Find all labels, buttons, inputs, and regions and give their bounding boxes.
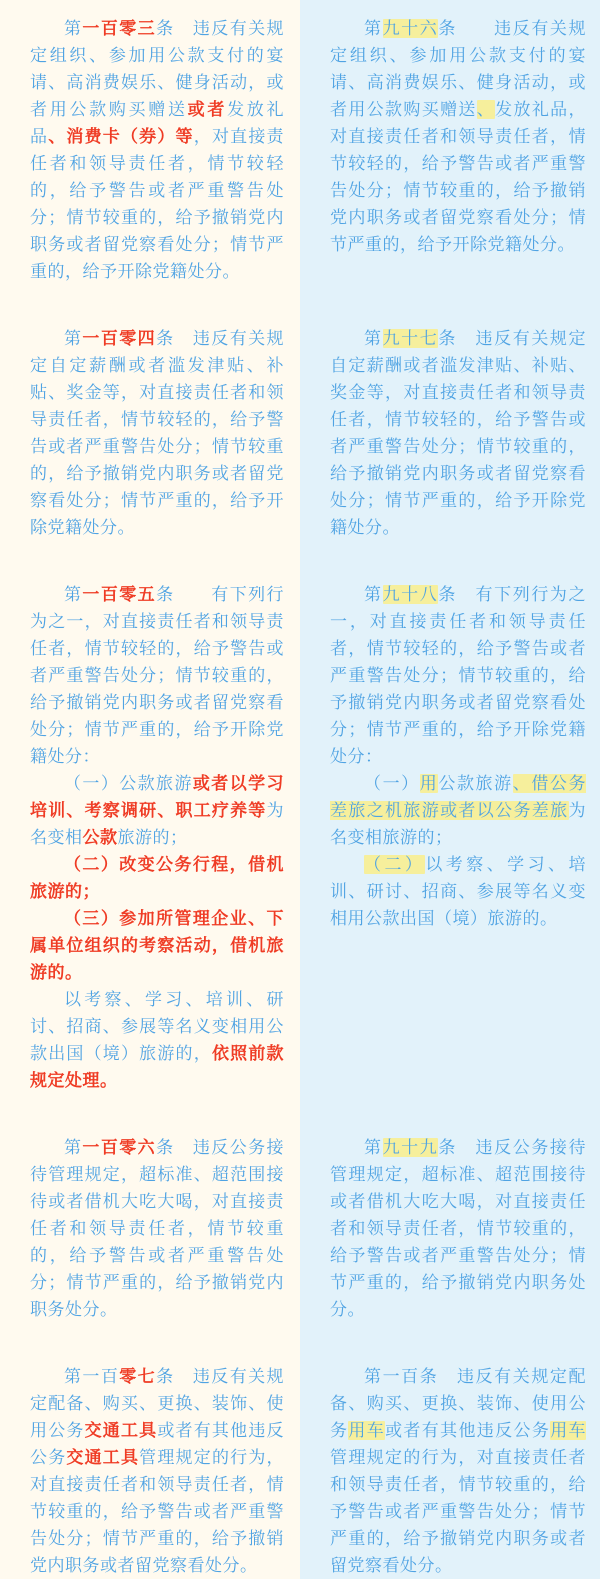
text-segment: 为名变相: [30, 801, 284, 847]
text-segment: （一）公款旅游: [64, 774, 193, 793]
old-version-column-cell: [0, 0, 300, 325]
paragraph: [30, 325, 284, 541]
paragraph: [330, 851, 586, 932]
highlight-segment: 用车: [348, 1421, 386, 1440]
highlight-segment: 、: [476, 100, 496, 119]
paragraph: [30, 986, 284, 1094]
text-segment: 第: [364, 19, 383, 38]
text-segment: 管理规定的行为，对直接责任者和领导责任者，情节较重的，给予警告或者严重警告处分；情节严重的，给予撤销党内职务或者留党察看处分。: [30, 1448, 285, 1575]
paragraph: [330, 581, 586, 770]
text-segment: 管理规定的行为，对直接责任者和领导责任者，情节较重的，给予警告或者严重警告处分；情节严重的，给予撤销党内职务或者留党察看处分。: [330, 1448, 586, 1575]
new-version-column-cell: [300, 1363, 600, 1579]
red-emphasis-segment: 一百零三: [82, 19, 157, 38]
text-segment: 条 有下列行为之一，对直接责任者和领导责任者，情节较轻的，给予警告或者严重警告处分；情节较重的，给予撤销党内职务或者留党察看处分；情节严重的，给予开除党籍处分：: [30, 585, 285, 766]
article-row: [0, 581, 600, 1134]
text-segment: 条 违反有关规定自定薪酬或者滥发津贴、补贴、奖金等，对直接责任者和领导责任者，情节较轻的，给予警告或者严重警告处分；情节较重的，给予撤销党内职务或者留党察看处分；情节严重的，给予开除党籍处分。: [30, 329, 285, 537]
paragraph: [30, 851, 284, 905]
red-emphasis-segment: 交通工具: [66, 1448, 140, 1467]
paragraph: [30, 1134, 284, 1323]
paragraph: [330, 1134, 586, 1323]
text-segment: 发放礼品: [30, 100, 285, 146]
text-segment: （一）: [364, 774, 420, 793]
paragraph: [30, 905, 284, 986]
old-version-column-cell: [0, 1134, 300, 1363]
red-emphasis-segment: 或者: [187, 100, 228, 119]
text-segment: 第一百: [64, 1367, 120, 1386]
text-segment: 公款旅游: [438, 774, 513, 793]
article-row: [0, 1134, 600, 1363]
highlight-segment: 九十八: [382, 585, 439, 604]
text-segment: 条 有下列行为之一，对直接责任者和领导责任者，情节较轻的，给予警告或者严重警告处分；情节较重的，给予撤销党内职务或者留党察看处分；情节严重的，给予开除党籍处分：: [330, 585, 587, 766]
text-segment: 以考察、学习、培训、研讨、招商、参展等名义变相用公款出国（境）旅游的，: [30, 990, 284, 1063]
new-version-column-cell: [300, 325, 600, 581]
red-emphasis-segment: 一百零四: [82, 329, 157, 348]
text-segment: 第: [364, 1138, 383, 1157]
red-emphasis-segment: 、消费卡（券）等: [48, 127, 194, 146]
highlight-segment: 用车: [550, 1421, 587, 1440]
paragraph: [30, 1363, 284, 1579]
red-emphasis-segment: 零七: [119, 1367, 157, 1386]
paragraph: [330, 15, 586, 258]
paragraph: [30, 581, 284, 770]
text-segment: 为名变相旅游的；: [330, 801, 586, 847]
article-row: [0, 0, 600, 325]
text-segment: 发放礼品，对直接责任者和领导责任者，情节较轻的，给予警告或者严重警告处分；情节较重的，给予撤销党内职务或者留党察看处分；情节严重的，给予开除党籍处分。: [330, 100, 587, 254]
paragraph: [330, 1363, 586, 1579]
highlight-segment: 九十九: [382, 1138, 439, 1157]
red-emphasis-segment: 一百零五: [82, 585, 157, 604]
text-segment: 第: [364, 585, 383, 604]
highlight-segment: 、借公务差旅之机旅游或者以公务差旅: [330, 774, 587, 820]
text-segment: 或者有其他违反公务: [385, 1421, 551, 1440]
text-segment: 或者有其他违反公务: [30, 1421, 285, 1467]
red-emphasis-segment: 一百零六: [82, 1138, 157, 1157]
text-segment: 以考察、学习、培训、研讨、招商、参展等名义变相用公款出国（境）旅游的。: [330, 855, 587, 928]
red-emphasis-segment: 交通工具: [84, 1421, 158, 1440]
text-segment: ，对直接责任者和领导责任者，情节较轻的，给予警告或者严重警告处分；情节较重的，给予撤销党内职务或者留党察看处分；情节严重的，给予开除党籍处分。: [30, 127, 285, 281]
text-segment: 第一百条 违反有关规定配备、购买、更换、装饰、使用公务: [330, 1367, 586, 1440]
text-segment: 条 违反有关规定组织、参加用公款支付的宴请、高消费娱乐、健身活动，或者用公款购买赠送: [330, 19, 587, 119]
red-emphasis-segment: 公款: [82, 828, 118, 847]
red-emphasis-segment: 或者以学习培训、考察调研、职工疗养等: [30, 774, 285, 820]
highlight-segment: 九十六: [382, 19, 439, 38]
highlight-segment: 用: [419, 774, 439, 793]
article-row: [0, 1363, 600, 1579]
old-version-column-cell: [0, 325, 300, 581]
new-version-column-cell: [300, 581, 600, 1134]
paragraph: [330, 770, 586, 851]
text-segment: 旅游的；: [117, 828, 188, 847]
paragraph: [330, 325, 586, 541]
paragraph: [30, 770, 284, 851]
paragraph: [30, 15, 284, 285]
new-version-column-cell: [300, 0, 600, 325]
red-emphasis-segment: （二）改变公务行程，借机旅游的；: [30, 855, 284, 901]
text-segment: 第: [64, 1138, 83, 1157]
text-segment: 条 违反公务接待管理规定，超标准、超范围接待或者借机大吃大喝，对直接责任者和领导责任者，情节较重的，给予警告或者严重警告处分；情节严重的，给予撤销党内职务处分。: [30, 1138, 285, 1319]
text-segment: 第: [64, 19, 83, 38]
text-segment: 条 违反有关规定自定薪酬或者滥发津贴、补贴、奖金等，对直接责任者和领导责任者，情节较轻的，给予警告或者严重警告处分；情节较重的，给予撤销党内职务或者留党察看处分；情节严重的，给予开除党籍处分。: [330, 329, 587, 537]
red-emphasis-segment: 依照前款规定处理。: [30, 1044, 285, 1090]
text-segment: 第: [364, 329, 383, 348]
highlight-segment: （二）: [364, 855, 426, 874]
text-segment: 第: [64, 329, 83, 348]
highlight-segment: 九十七: [382, 329, 439, 348]
red-emphasis-segment: （三）参加所管理企业、下属单位组织的考察活动，借机旅游的。: [30, 909, 284, 982]
text-segment: 条 违反有关规定配备、购买、更换、装饰、使用公务: [30, 1367, 285, 1440]
text-segment: 条 违反有关规定组织、参加用公款支付的宴请、高消费娱乐、健身活动，或者用公款购买赠送: [30, 19, 285, 119]
old-version-column-cell: [0, 1363, 300, 1579]
article-row: [0, 325, 600, 581]
text-segment: 条 违反公务接待管理规定，超标准、超范围接待或者借机大吃大喝，对直接责任者和领导责任者，情节较重的，给予警告或者严重警告处分；情节严重的，给予撤销党内职务处分。: [330, 1138, 587, 1319]
new-version-column-cell: [300, 1134, 600, 1363]
text-segment: 第: [64, 585, 83, 604]
old-version-column-cell: [0, 581, 300, 1134]
